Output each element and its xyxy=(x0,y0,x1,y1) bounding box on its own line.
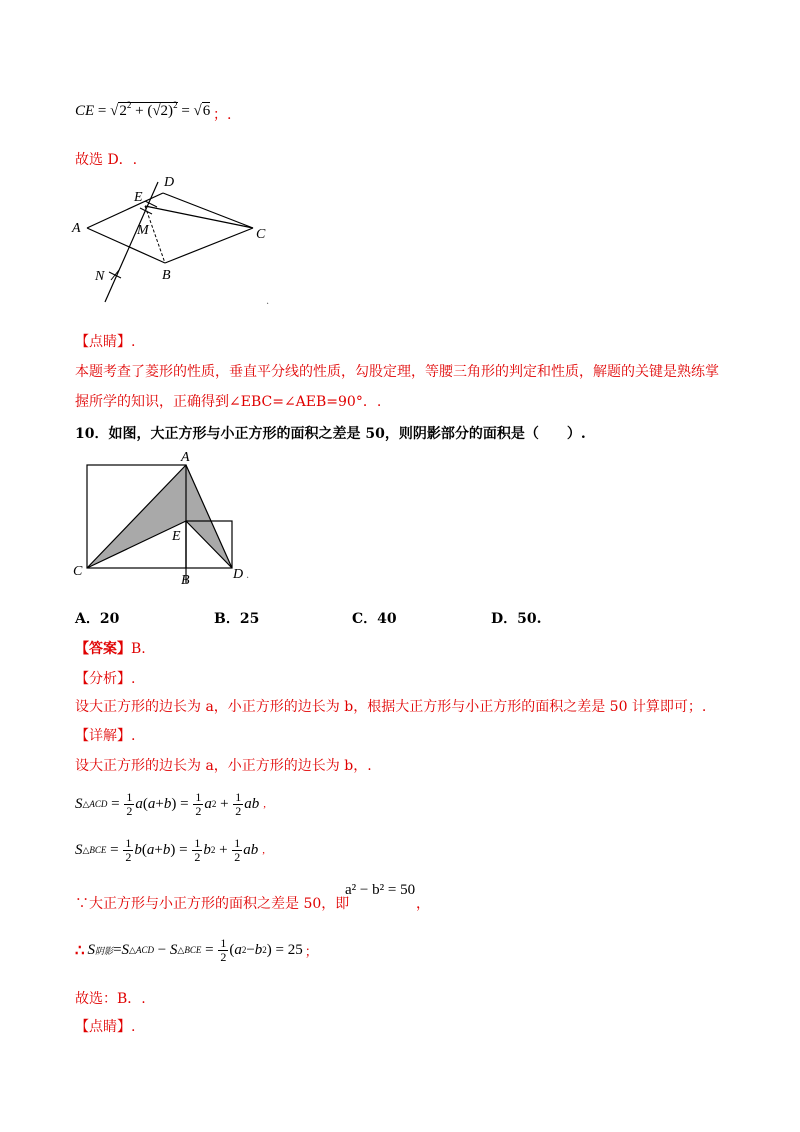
eq-s-shade: ∴ S 阴影 = S △ACD − S △BCE = $\frac{1}{2}$ ( a 2 − b 2 ) = 25 ； xyxy=(75,935,318,964)
edge-ad xyxy=(87,193,163,228)
label-e: E xyxy=(172,529,181,544)
rhombus-diagram xyxy=(65,170,280,310)
choose-d-text: 故选 D．. xyxy=(75,152,138,168)
edge-ba xyxy=(87,228,165,263)
option-c: C．40 xyxy=(352,611,397,627)
dianjing-heading-2: 【点睛】. xyxy=(75,1019,136,1035)
eq-s-acd: S △ACD = $\frac{1}{2}$ a ( a + b ) = $\frac{1}{2}$ a 2 + $\frac{1}{2}$ ab , xyxy=(75,789,267,818)
answer-label: 【答案】 xyxy=(75,641,131,657)
dianjing-text-1: 本题考查了菱形的性质，垂直平分线的性质，勾股定理，等腰三角形的判定和性质，解题的关键是熟练掌 xyxy=(75,364,719,380)
label-a: A xyxy=(72,221,81,236)
edge-cb xyxy=(165,228,253,263)
label-c: C xyxy=(256,227,266,242)
xiangjie-heading: 【详解】. xyxy=(75,728,136,744)
eq-s-bce: S △BCE = $\frac{1}{2}$ b ( a + b ) = $\frac{1}{2}$ b 2 + $\frac{1}{2}$ ab , xyxy=(75,835,266,864)
because-text: ∵大正方形与小正方形的面积之差是 50，即 xyxy=(75,896,350,912)
answer-line xyxy=(75,640,146,658)
label-c: C xyxy=(73,564,83,579)
fenxi-heading: 【分析】. xyxy=(75,671,136,687)
label-m: M xyxy=(137,223,149,238)
option-a: A．20 xyxy=(75,611,120,627)
label-e: E xyxy=(134,190,143,205)
answer-value: B. xyxy=(131,641,146,657)
label-n: N xyxy=(95,269,105,284)
dianjing-heading-1: 【点睛】. xyxy=(75,334,136,350)
label-b: B xyxy=(181,573,190,588)
para-mark: . xyxy=(246,570,250,581)
dianjing-text-2: 握所学的知识，正确得到∠EBC=∠AEB=90°．. xyxy=(75,394,382,410)
perpendicular-bisector xyxy=(105,182,158,302)
eq-diff: a² − b² = 50 xyxy=(345,882,416,898)
fenxi-text: 设大正方形的边长为 a，小正方形的边长为 b，根据大正方形与小正方形的面积之差是 50 计算即可；. xyxy=(75,699,707,715)
comma-mark: ， xyxy=(416,896,430,912)
squares-diagram xyxy=(65,445,265,590)
option-d: D．50. xyxy=(491,611,542,627)
label-d: D xyxy=(164,175,175,190)
choose-b-text: 故选：B．. xyxy=(75,991,146,1007)
label-d: D xyxy=(233,567,244,582)
question-10: 10．如图，大正方形与小正方形的面积之差是 50，则阴影部分的面积是（ ）. xyxy=(75,426,586,442)
label-a: A xyxy=(181,450,190,465)
xiangjie-text: 设大正方形的边长为 a，小正方形的边长为 b，. xyxy=(75,758,372,774)
option-b: B．25 xyxy=(214,611,260,627)
para-mark: . xyxy=(266,296,270,307)
edge-dc xyxy=(163,193,253,228)
label-b: B xyxy=(162,268,171,283)
edge-ec xyxy=(145,206,253,228)
ce-formula: CE = $√2^2 + (√2)^2 = √6$ xyxy=(75,100,211,119)
ce-tail: ；. xyxy=(213,107,232,123)
